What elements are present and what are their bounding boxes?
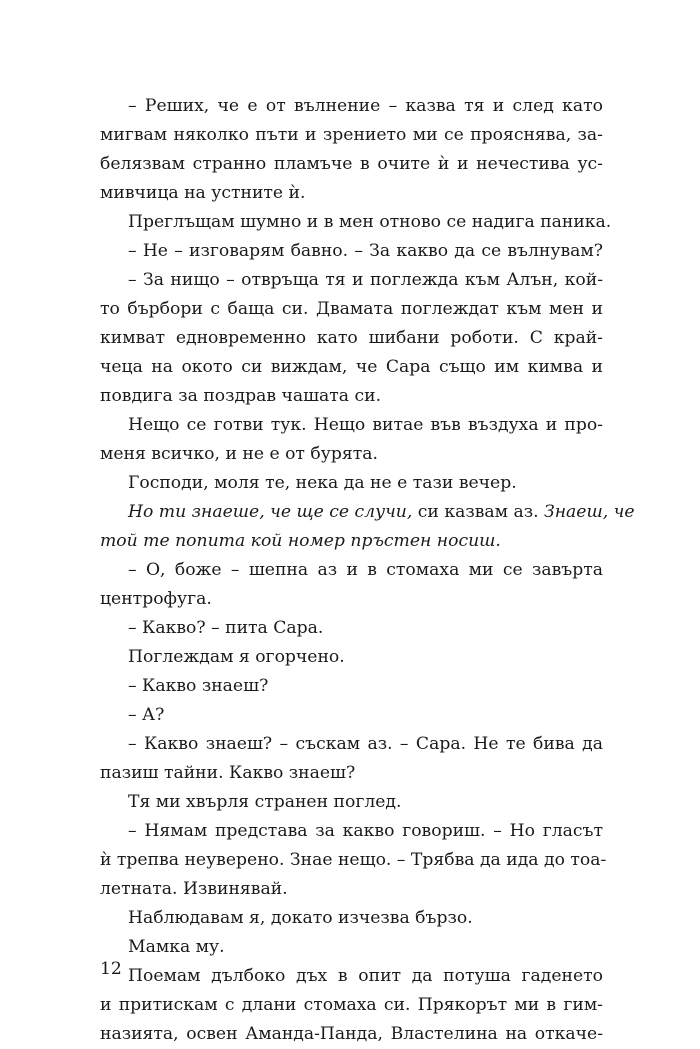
text-line (100, 353, 603, 382)
text-line (100, 759, 603, 788)
text-segment: Поглеждам я огорчено. (128, 647, 345, 667)
text-segment: – Реших, че е от вълнение – казва тя и след като (128, 96, 603, 116)
text-line (100, 266, 603, 295)
text-segment: чеца на окото си виждам, че Сара също им кимва и (100, 357, 603, 377)
text-segment: Нещо се готви тук. Нещо витае във въздуха и про- (128, 415, 603, 435)
text-line (100, 150, 603, 179)
text-line (100, 643, 603, 672)
text-segment: назията, освен Аманда-Панда, Властелина на откаче- (100, 1024, 603, 1044)
text-segment: мигвам няколко пъти и зрението ми се прояснява, за- (100, 125, 603, 145)
text-line (100, 585, 603, 614)
text-line (100, 208, 612, 237)
text-line (100, 440, 603, 469)
text-segment: Наблюдавам я, докато изчезва бързо. (128, 908, 473, 928)
text-line (100, 788, 603, 817)
text-segment: – Какво? – пита Сара. (128, 618, 324, 638)
text-line (100, 730, 603, 759)
text-segment: меня всичко, и не е от бурята. (100, 444, 378, 464)
text-segment: – Какво знаеш? (128, 676, 269, 696)
text-line (100, 324, 603, 353)
text-line (100, 382, 603, 411)
text-line (100, 295, 603, 324)
text-segment: – Не – изговарям бавно. – За какво да се вълнувам? (128, 241, 603, 261)
text-segment: летната. Извинявай. (100, 879, 288, 899)
text-segment: кимват едновременно като шибани роботи. С край- (100, 328, 603, 348)
text-segment: си казвам аз. (412, 502, 545, 522)
text-segment: Тя ми хвърля странен поглед. (128, 792, 402, 812)
text-line (100, 411, 603, 440)
text-line (100, 991, 603, 1020)
text-segment: то бърбори с баща си. Двамата поглеждат към мен и (100, 299, 603, 319)
text-line (100, 701, 603, 730)
text-line (100, 875, 603, 904)
text-segment: – Какво знаеш? – съскам аз. – Сара. Не те бива да (128, 734, 603, 754)
text-line (100, 614, 603, 643)
body-text (100, 92, 635, 1049)
text-line (100, 556, 603, 585)
text-segment: Преглъщам шумно и в мен отново се надига паника. (128, 212, 612, 232)
text-segment: Поемам дълбоко дъх в опит да потуша гаденето (128, 966, 603, 986)
text-segment: мивчица на устните ѝ. (100, 183, 306, 203)
text-segment: Господи, моля те, нека да не е тази вечер. (128, 473, 517, 493)
text-segment: Мамка му. (128, 937, 225, 957)
text-line (100, 237, 603, 266)
italic-text: той те попита кой номер пръстен носиш. (100, 531, 501, 551)
text-segment: ѝ трепва неуверено. Знае нещо. – Трябва да ида до тоа- (100, 850, 607, 870)
text-segment: повдига за поздрав чашата си. (100, 386, 382, 406)
italic-text: Знаеш, че (544, 502, 635, 522)
text-segment: – За нищо – отвръща тя и поглежда към Алън, кой- (128, 270, 603, 290)
text-line (100, 179, 603, 208)
text-segment: центрофуга. (100, 589, 212, 609)
text-segment: пазиш тайни. Какво знаеш? (100, 763, 356, 783)
text-line (100, 469, 603, 498)
text-segment: и притискам с длани стомаха си. Прякорът ми в гим- (100, 995, 603, 1015)
text-line (100, 92, 603, 121)
text-line (100, 904, 603, 933)
text-line (100, 121, 603, 150)
text-line (100, 817, 603, 846)
text-segment: белязвам странно пламъче в очите ѝ и нечестива ус- (100, 154, 603, 174)
text-line (100, 1020, 603, 1049)
text-segment: – О, боже – шепна аз и в стомаха ми се завърта (128, 560, 603, 580)
text-segment: – А? (128, 705, 165, 725)
page-number: 12 (100, 959, 122, 979)
text-segment: – Нямам представа за какво говориш. – Но гласът (128, 821, 603, 841)
text-line (100, 527, 603, 556)
text-line (100, 498, 635, 527)
text-line (100, 933, 603, 962)
text-line (100, 846, 607, 875)
text-line (100, 962, 603, 991)
text-line (100, 672, 603, 701)
italic-text: Но ти знаеше, че ще се случи, (128, 502, 413, 522)
